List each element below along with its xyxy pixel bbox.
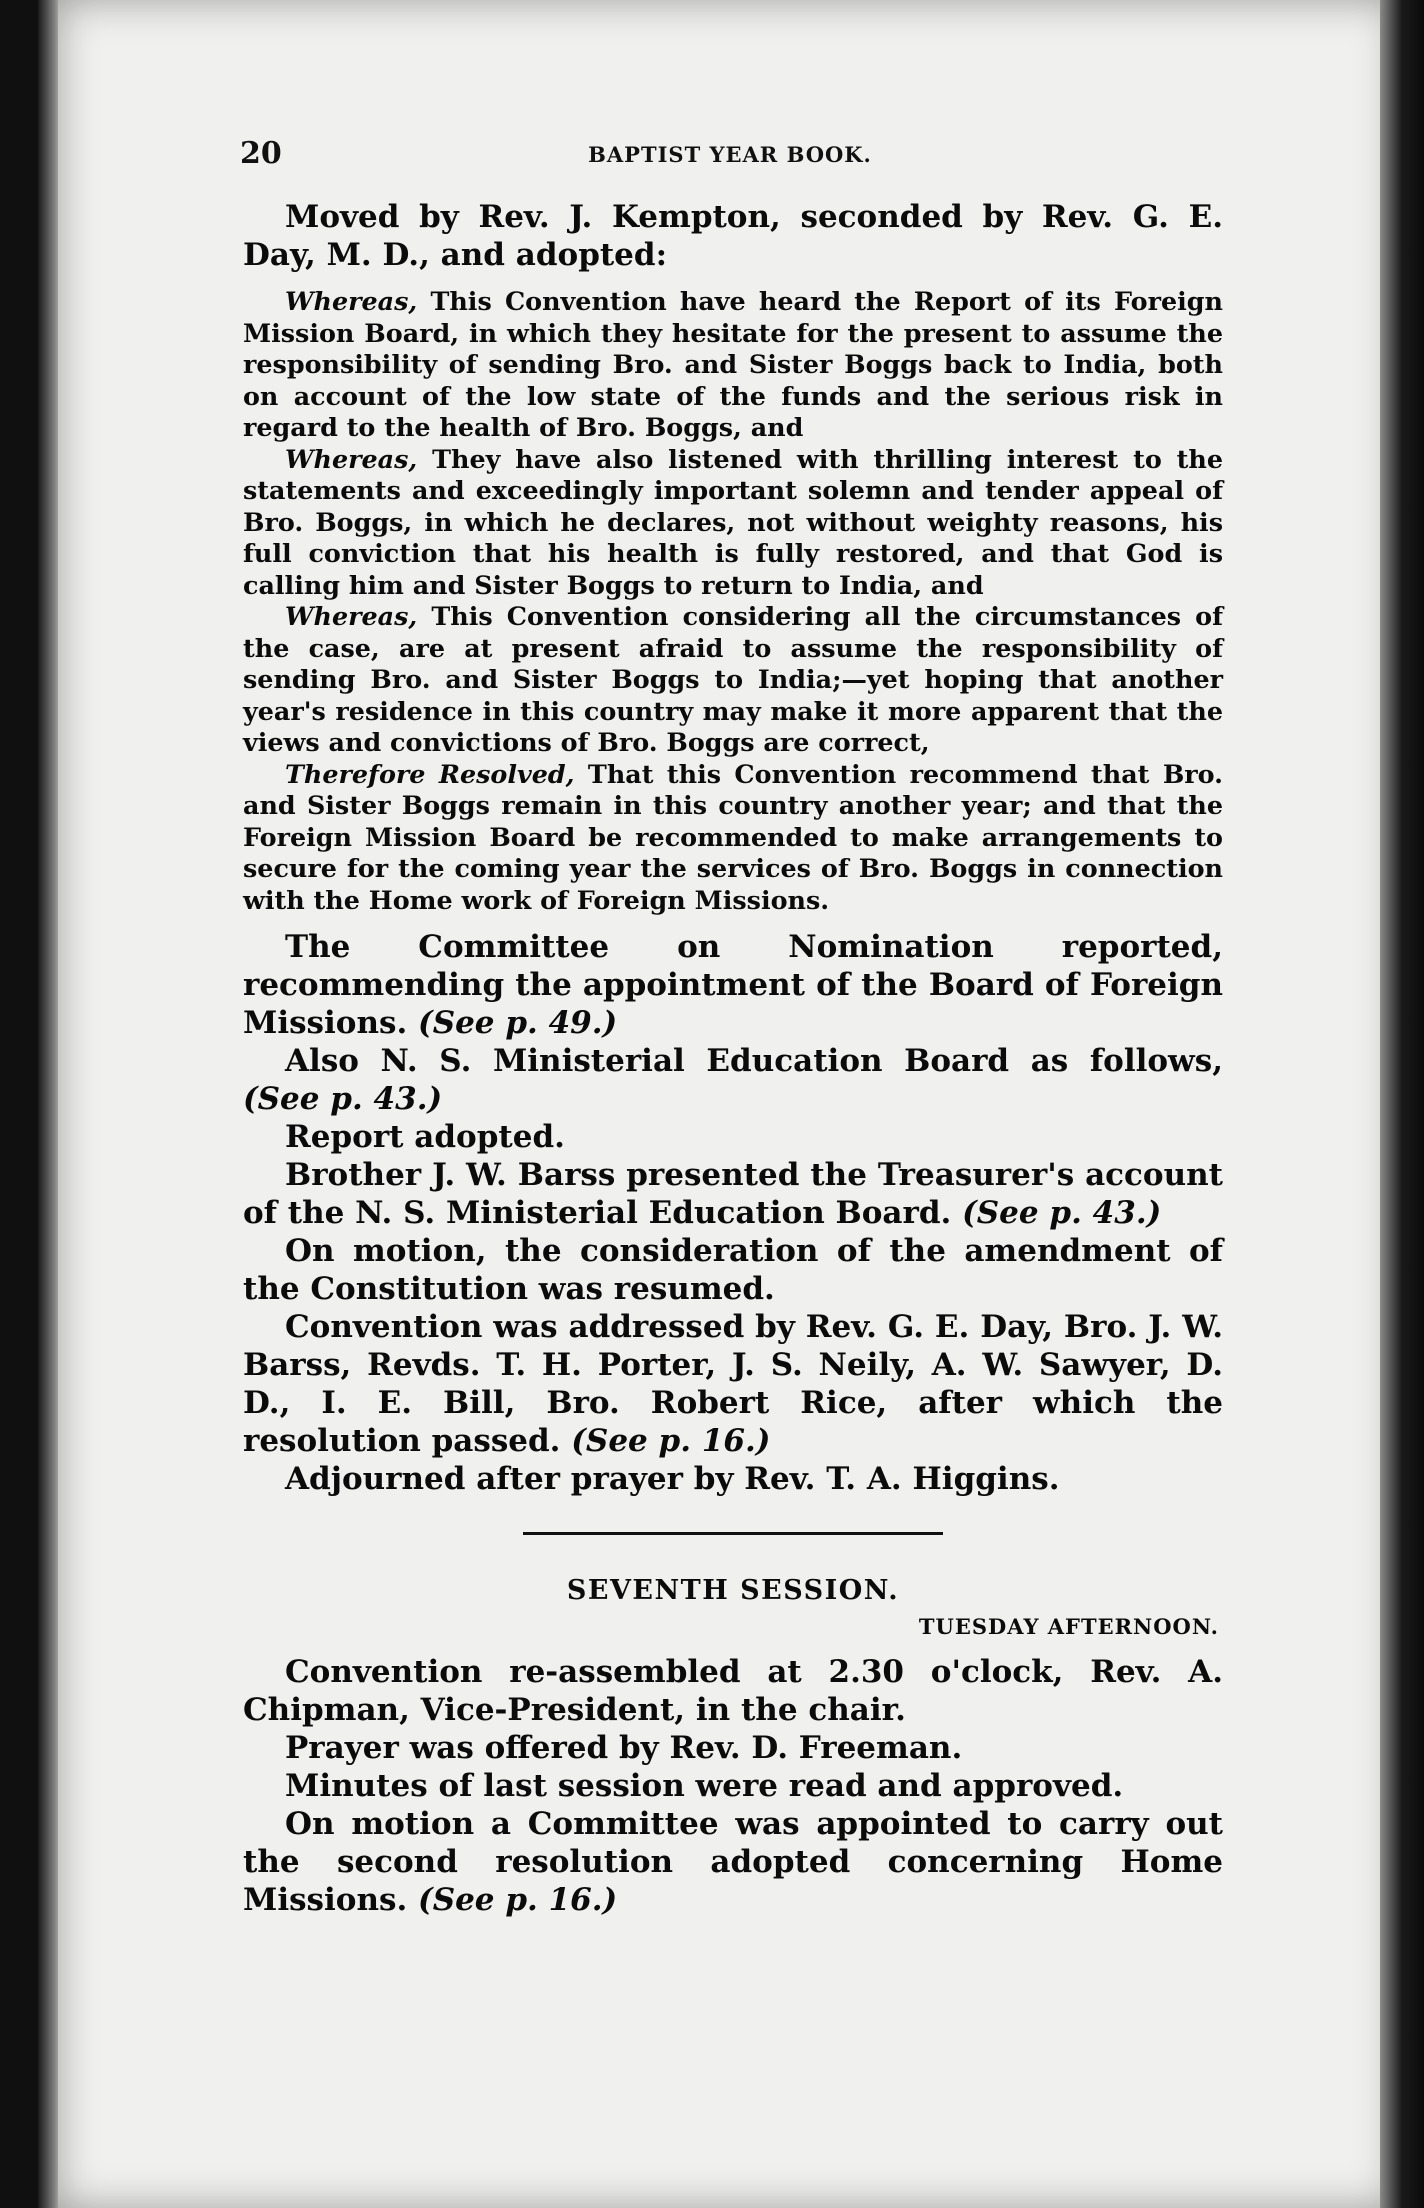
page-body <box>243 198 1223 1919</box>
session-paragraph <box>243 1653 1223 1729</box>
session-time-heading: TUESDAY AFTERNOON. <box>918 1614 1219 1639</box>
resolution-paragraph <box>243 444 1223 602</box>
body-paragraph <box>243 1460 1223 1498</box>
session-paragraph <box>243 1767 1223 1805</box>
paragraph-text: On motion a Committee was appointed to carry out the second resolution adopted concerning Home Missions. <box>243 1806 1223 1918</box>
resolution-paragraph <box>243 286 1223 444</box>
binding-gutter-right <box>1380 0 1424 2208</box>
body-paragraph <box>243 1042 1223 1118</box>
paragraph-text: Convention was addressed by Rev. G. E. Day, Bro. J. W. Barss, Revds. T. H. Porter, J. S. Neily, A. W. Sawyer, D. D., I. E. Bill, Bro. Robert Rice, after which the resolution passed. <box>243 1309 1223 1459</box>
session-paragraph <box>243 1729 1223 1767</box>
resolution-text: This Convention have heard the Report of its Foreign Mission Board, in which they hesitate for the present to assume the responsibility of sending Bro. and Sister Boggs back to India, both on account of the low state of the funds and the serious risk in regard to the health of Bro. Boggs, and <box>243 286 1223 442</box>
resolution-lead: Whereas, <box>285 601 418 631</box>
resolution-lead: Whereas, <box>285 286 418 316</box>
resolution-paragraph <box>243 759 1223 917</box>
book-title: BAPTIST YEAR BOOK. <box>588 142 872 167</box>
resolution-text: They have also listened with thrilling interest to the statements and exceedingly important solemn and tender appeal of Bro. Boggs, in which he declares, not without weighty reasons, his full conviction that his health is fully restored, and that God is calling him and Sister Boggs to return to India, and <box>243 443 1223 600</box>
body-paragraph <box>243 1308 1223 1460</box>
paragraph-text: Prayer was offered by Rev. D. Freeman. <box>285 1730 963 1766</box>
paragraph-text: Convention re-assembled at 2.30 o'clock, Rev. A. Chipman, Vice-President, in the chair. <box>243 1654 1223 1728</box>
page-reference: (See p. 49.) <box>418 1005 618 1041</box>
session-heading: SEVENTH SESSION. <box>566 1575 900 1606</box>
section-divider-rule <box>523 1532 943 1535</box>
paragraph-text: Minutes of last session were read and approved. <box>285 1768 1124 1804</box>
page-reference: (See p. 43.) <box>962 1195 1162 1231</box>
paragraph-text: On motion, the consideration of the amendment of the Constitution was resumed. <box>243 1233 1223 1307</box>
paragraph-text: Report adopted. <box>285 1119 565 1155</box>
page-reference: (See p. 43.) <box>243 1081 443 1117</box>
body-paragraph <box>243 1118 1223 1156</box>
resolution-text: This Convention considering all the circumstances of the case, are at present afraid to assume the responsibility of sending Bro. and Sister Boggs to India;—yet hoping that another year's residence in this country may make it more apparent that the views and convictions of Bro. Boggs are correct, <box>243 601 1223 757</box>
body-paragraph <box>243 1232 1223 1308</box>
resolution-text: That this Convention recommend that Bro. and Sister Boggs remain in this country another year; and that the Foreign Mission Board be recommended to make arrangements to secure for the coming year the services of Bro. Boggs in connection with the Home work of Foreign Missions. <box>243 758 1223 915</box>
page-reference: (See p. 16.) <box>418 1882 618 1918</box>
body-paragraph <box>243 928 1223 1042</box>
session-paragraph <box>243 1805 1223 1919</box>
paragraph-text: Also N. S. Ministerial Education Board as follows, <box>285 1043 1223 1079</box>
paragraph-text: Adjourned after prayer by Rev. T. A. Higgins. <box>285 1461 1060 1497</box>
paragraph-text: Brother J. W. Barss presented the Treasurer's account of the N. S. Ministerial Education Board. <box>243 1157 1223 1231</box>
page-reference: (See p. 16.) <box>571 1423 771 1459</box>
resolution-lead: Whereas, <box>285 443 418 474</box>
body-paragraph <box>243 1156 1223 1232</box>
paragraph-text: The Committee on Nomination reported, recommending the appointment of the Board of Foreign Missions. <box>243 929 1223 1041</box>
motion-paragraph: Moved by Rev. J. Kempton, seconded by Rev. G. E. Day, M. D., and adopted: <box>243 199 1223 273</box>
resolution-paragraph <box>243 601 1223 759</box>
page-number: 20 <box>240 136 282 171</box>
resolution-lead: Therefore Resolved, <box>285 758 575 789</box>
running-head <box>240 136 1220 176</box>
resolutions-block <box>243 286 1223 916</box>
